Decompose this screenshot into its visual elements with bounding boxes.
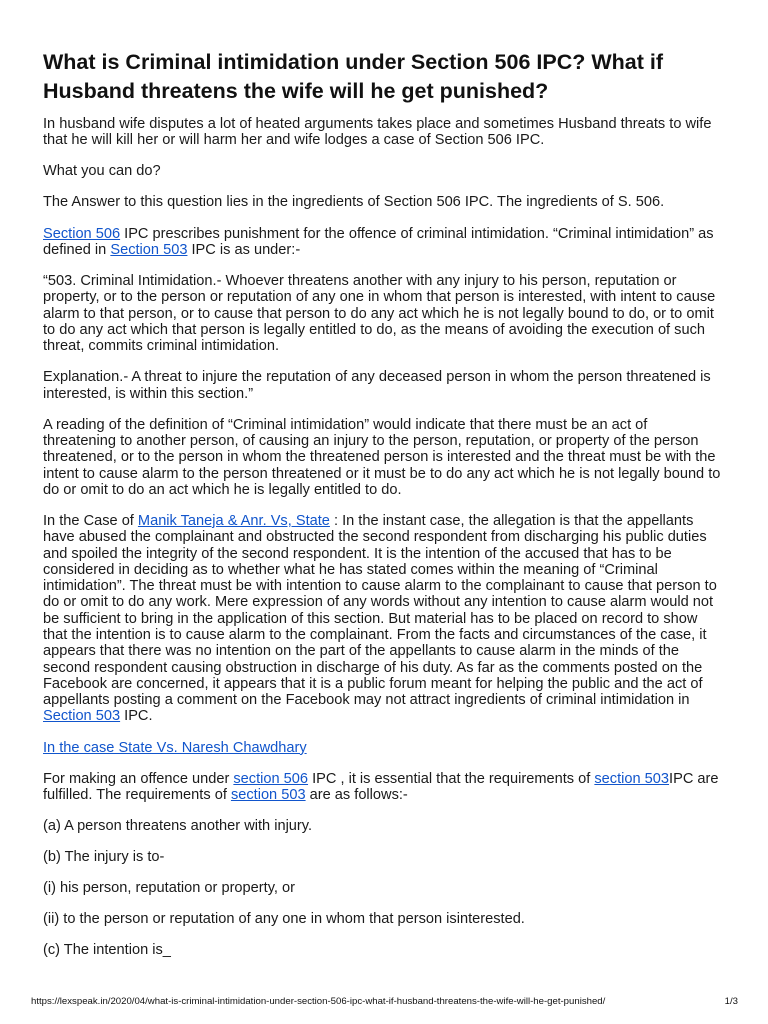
text-span: IPC , it is essential that the requirements of (308, 770, 595, 787)
text-span: IPC is as under:- (187, 241, 301, 258)
paragraph-section-506 (43, 226, 723, 259)
print-page-number: 1/3 (724, 996, 738, 1007)
link-manik-taneja-case[interactable]: Manik Taneja & Anr. Vs, State (137, 512, 330, 529)
list-item-c: (c) The intention is_ (43, 942, 171, 959)
text-span: are as follows:- (305, 786, 408, 803)
link-naresh-chawdhary-case[interactable]: In the case State Vs. Naresh Chawdhary (43, 739, 307, 756)
list-item-i: (i) his person, reputation or property, or (43, 880, 295, 897)
paragraph-reading: A reading of the definition of “Criminal intimidation” would indicate that there must be an act of threatening to another person, of causing an injury to the person, reputation, or property of the person threatened, or to the person in whom the threatened person is interested and the threat must be with the intent to cause alarm to the person threatened or it must be to do any act which he is not legally bound to do or omit to do an act which he is legally entitled to do. (43, 416, 721, 498)
list-item-a: (a) A person threatens another with injury. (43, 818, 313, 835)
paragraph-intro: In husband wife disputes a lot of heated arguments takes place and sometimes Husband threats to wife that he will kill her or will harm her and wife lodges a case of Section 506 IPC. (43, 116, 712, 149)
text-span: In the Case of (43, 512, 138, 529)
text-span: IPC prescribes punishment for the offence of criminal intimidation. “Criminal intimidation” as defined in (43, 225, 714, 258)
link-section-506[interactable]: section 506 (233, 770, 309, 787)
list-item-b: (b) The injury is to- (43, 849, 165, 866)
print-url: https://lexspeak.in/2020/04/what-is-criminal-intimidation-under-section-506-ipc-what-if-husband-threatens-the-wife-will-he-get-punished/ (31, 996, 606, 1007)
print-footer (31, 996, 738, 1007)
text-span: IPC. (120, 708, 153, 725)
paragraph-section-503-quote: “503. Criminal Intimidation.- Whoever threatens another with any injury to his person, reputation or property, or to the person or reputation of any one in whom that person is interested, with intent to cause alarm to that person, or to cause that person to do any act which he is not legally bound to do, or to omit to do any act which that person is legally entitled to do, as the means of avoiding the execution of such threat, commits criminal intimidation. (43, 272, 716, 355)
text-span: For making an offence under (43, 770, 234, 787)
text-span: : In the instant case, the allegation is that the appellants have abused the complainant and obstructed the second respondent from discharging his public duties and spoiled the integrity of the second respondent. It is the intention of the accused that has to be considered in deciding as to whether what he has stated comes within the meaning of “Criminal intimidation”. The threat must be with intention to cause alarm to the complainant to cause that person to do or omit to do any work. Mere expression of any words without any intention to cause alarm would not be sufficient to bring in the application of this section. But material has to be placed on record to show that the intention is to cause alarm to the complainant. From the facts and circumstances of the case, it appears that there was no intention on the part of the appellants to cause alarm in the minds of the second respondent causing obstruction in discharge of his duty. As far as the comments posted on the Facebook are concerned, it appears that it is a public forum meant for helping the public and the act of appellants posting a comment on the Facebook may not attract ingredients of criminal intimidation in (43, 512, 717, 709)
article-title: What is Criminal intimidation under Section 506 IPC? What if Husband threatens the wife will he get punished? (43, 50, 663, 103)
paragraph-answer: The Answer to this question lies in the ingredients of Section 506 IPC. The ingredients of S. 506. (43, 194, 665, 211)
paragraph-naresh-case (43, 740, 723, 756)
text-span: IPC are fulfilled. The requirements of (43, 770, 719, 803)
link-section-503[interactable]: section 503 (594, 770, 670, 787)
paragraph-explanation: Explanation.- A threat to injure the reputation of any deceased person in whom the person threatened is interested, is within this section.” (43, 369, 711, 402)
list-item-ii: (ii) to the person or reputation of any one in whom that person isinterested. (43, 911, 525, 928)
link-section-506[interactable]: Section 506 (43, 225, 121, 242)
link-section-503[interactable]: section 503 (230, 786, 306, 803)
paragraph-requirements (43, 771, 723, 804)
link-section-503[interactable]: Section 503 (43, 708, 121, 725)
paragraph-question: What you can do? (43, 163, 161, 180)
link-section-503[interactable]: Section 503 (110, 241, 188, 258)
paragraph-manik-taneja (43, 513, 723, 725)
article (43, 48, 723, 974)
